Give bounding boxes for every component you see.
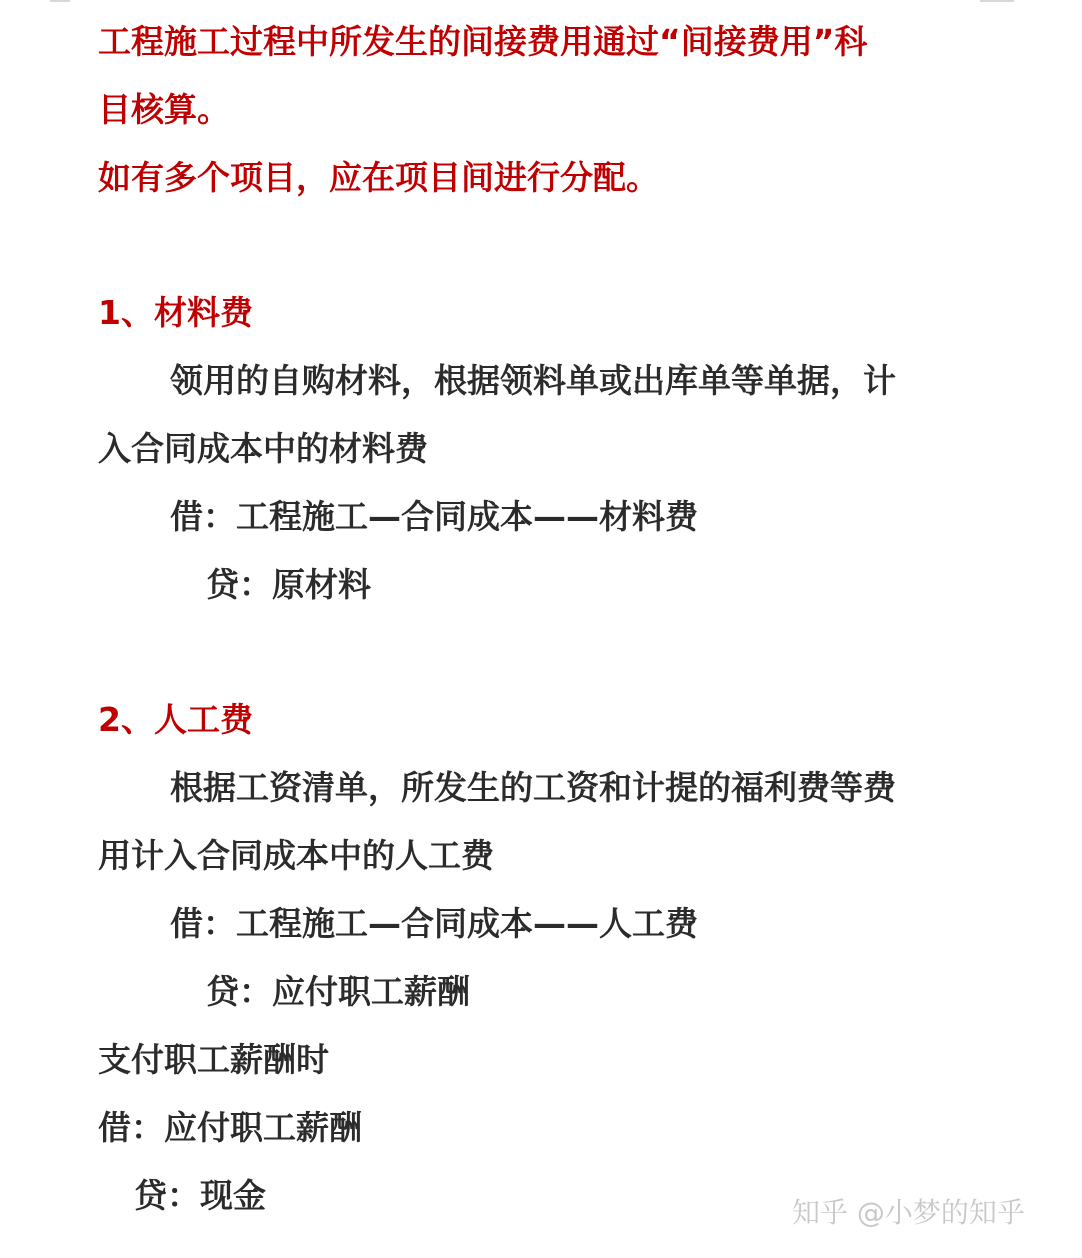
section-1-paragraph-line-2: 入合同成本中的材料费: [98, 429, 428, 468]
top-left-border-mark: [50, 0, 70, 2]
intro-line-2: 目核算。: [98, 90, 230, 129]
section-1-debit-entry: 借：工程施工—合同成本——材料费: [170, 497, 698, 536]
section-1-credit-entry: 贷：原材料: [206, 565, 371, 604]
section-2-paragraph-line-2: 用计入合同成本中的人工费: [98, 836, 494, 875]
section-2-heading: 2、人工费: [98, 700, 253, 739]
salary-payment-debit-entry: 借：应付职工薪酬: [98, 1108, 362, 1147]
section-2-paragraph-line-1: 根据工资清单，所发生的工资和计提的福利费等费: [170, 768, 896, 807]
section-1-heading: 1、材料费: [98, 293, 253, 332]
section-2-debit-entry: 借：工程施工—合同成本——人工费: [170, 904, 698, 943]
salary-payment-title: 支付职工薪酬时: [98, 1040, 329, 1079]
salary-payment-credit-entry: 贷：现金: [134, 1176, 266, 1215]
intro-line-3: 如有多个项目，应在项目间进行分配。: [98, 158, 659, 197]
intro-line-1: 工程施工过程中所发生的间接费用通过“间接费用”科: [98, 22, 868, 61]
section-1-paragraph-line-1: 领用的自购材料，根据领料单或出库单等单据，计: [170, 361, 896, 400]
zhihu-watermark: 知乎 @小梦的知乎: [792, 1196, 1025, 1229]
top-right-border-mark: [980, 0, 1014, 2]
section-2-credit-entry: 贷：应付职工薪酬: [206, 972, 470, 1011]
